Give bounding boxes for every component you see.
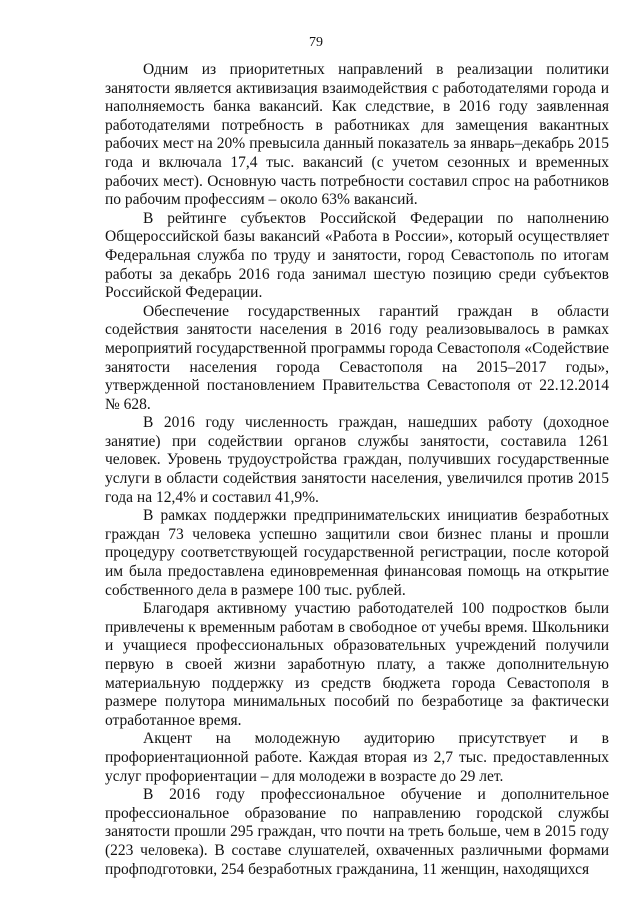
paragraph-state-guarantees: Обеспечение государственных гарантий граждан в области содействия занятости населения в 2016 году реализовывалось в рамках мероприятий государственной программы города Севастополя «Содействие занятости населения города Севастополя на 2015–2017 годы», утвержденной постановлением Правительства Севастополя от 22.12.2014 № 628. xyxy=(105,302,609,413)
paragraph-youth-guidance: Акцент на молодежную аудиторию присутствует и в профориентационной работе. Каждая вторая из 2,7 тыс. предоставленных услуг профориентации – для молодежи в возрасте до 29 лет. xyxy=(105,730,609,785)
paragraph-employed-citizens: В 2016 году численность граждан, нашедших работу (доходное занятие) при содействии органов службы занятости, составила 1261 человек. Уровень трудоустройства граждан, получивших государственные услуги в области содействия занятости населения, увеличился против 2015 года на 12,4% и составил 41,9%. xyxy=(105,414,609,506)
page-number: 79 xyxy=(309,35,323,50)
paragraph-vacancy-rating: В рейтинге субъектов Российской Федерации по наполнению Общероссийской базы вакансий «Работа в России», который осуществляет Федеральная служба по труду и занятости, город Севастополь по итогам работы за декабрь 2016 года занимал шестую позицию среди субъектов Российской Федерации. xyxy=(105,209,609,302)
paragraph-professional-training: В 2016 году профессиональное обучение и дополнительное профессиональное образование по направлению городской службы занятости прошли 295 граждан, что почти на треть больше, чем в 2015 году (223 человека). В составе слушателей, охваченных различными формами профподготовки, 254 безработных гражданина, 11 женщин, находящихся xyxy=(105,786,609,878)
paragraph-employment-policy: Одним из приоритетных направлений в реализации политики занятости является активизация взаимодействия с работодателями города и наполняемость банка вакансий. Как следствие, в 2016 году заявленная работодателями потребность в работниках для замещения вакантных рабочих мест на 20% превысила данный показатель за январь–декабрь 2015 года и включала 17,4 тыс. вакансий (с учетом сезонных и временных рабочих мест). Основную часть потребности составил спрос на работников по рабочим профессиям – около 63% вакансий. xyxy=(105,61,609,209)
document-body xyxy=(105,61,609,879)
paragraph-teen-employment: Благодаря активному участию работодателей 100 подростков были привлечены к временным работам в свободное от учебы время. Школьники и учащиеся профессиональных образовательных учреждений получили первую в своей жизни заработную плату, а также дополнительную материальную поддержку из средств бюджета города Севастополя в размере полутора минимальных пособий по безработице за фактически отработанное время. xyxy=(105,600,609,729)
paragraph-entrepreneurship-support: В рамках поддержки предпринимательских инициатив безработных граждан 73 человека успешно защитили свои бизнес планы и прошли процедуру соответствующей государственной регистрации, после которой им была предоставлена единовременная финансовая помощь на открытие собственного дела в размере 100 тыс. рублей. xyxy=(105,507,609,599)
